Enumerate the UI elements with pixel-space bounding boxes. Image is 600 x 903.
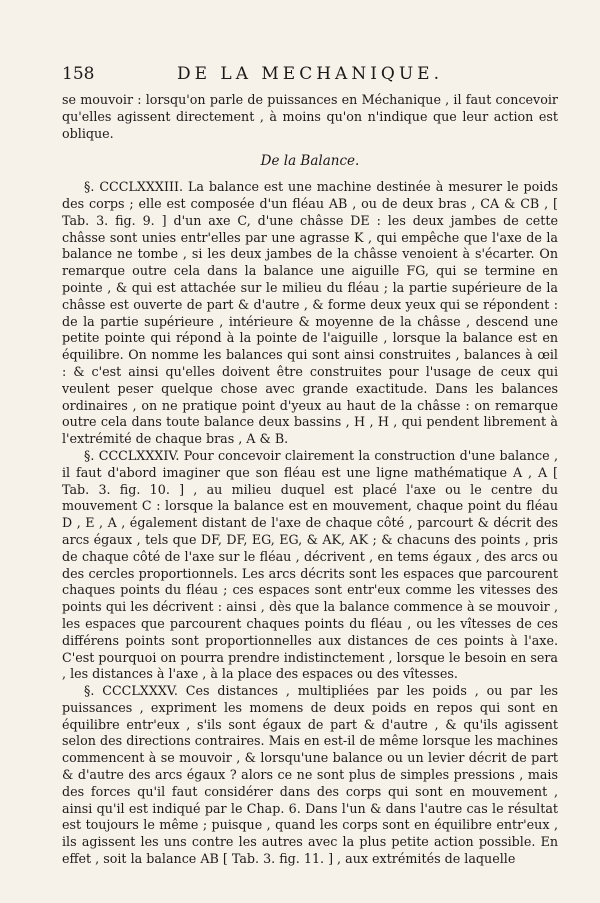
running-header [62, 64, 558, 90]
paragraph-384: §. CCCLXXXIV. Pour concevoir clairement la construction d'une balance , il faut d'abord imaginer que son fléau est une ligne mathématique A , A [ Tab. 3. fig. 10. ] , au milieu duquel est placé l'axe ou le centre du mouvement C : lorsque la balance est en mouvement, chaque point du fléau D , E , A , également distant de l'axe de chaque côté , parcourt & décrit des arcs égaux , tels que DF, DF, EG, EG, & AK, AK ; & chacuns des points , pris de chaque côté de l'axe sur le fléau , décrivent , en tems égaux , des arcs ou des cercles proportionnels. Les arcs décrits sont les espaces que parcourent chaques points du fléau ; ces espaces sont entr'eux comme les vitesses des points qui les décrivent : ainsi , dès que la balance commence à se mouvoir , les espaces que parcourent chaques points du fléau , ou les vîtesses de ces différens points sont proportionnelles aux distances de ces points à l'axe. C'est pourquoi on pourra prendre indistinctement , lorsque le besoin en sera , les distances à l'axe , à la place des espaces ou des vîtesses. [62, 447, 558, 682]
running-title: DE LA MECHANIQUE. [176, 64, 443, 84]
section-heading: De la Balance. [260, 153, 360, 170]
paragraph-385: §. CCCLXXXV. Ces distances , multipliées par les poids , ou par les puissances , expriment les momens de deux poids en repos qui sont en équilibre entr'eux , s'ils sont égaux de part & d'autre , & qu'ils agissent selon des directions contraires. Mais en est-il de même lorsque les machines commencent à se mouvoir , & lorsqu'une balance ou un levier décrit de part & d'autre des arcs égaux ? alors ce ne sont plus de simples pressions , mais des forces qu'il faut considérer dans des corps qui sont en mouvement , ainsi qu'il est indiqué par le Chap. 6. Dans l'un & dans l'autre cas le résultat est toujours le même ; puisque , quand les corps sont en équilibre entr'eux , ils agissent les uns contre les autres avec la plus petite action possible. En effet , soit la balance AB [ Tab. 3. fig. 11. ] , aux extrémités de laquelle [62, 683, 558, 867]
page-number: 158 [62, 64, 95, 84]
paragraph-383: §. CCCLXXXIII. La balance est une machine destinée à mesurer le poids des corps ; elle est composée d'un fléau AB , ou de deux bras , CA & CB , [ Tab. 3. fig. 9. ] d'un axe C, d'une châsse DE : les deux jambes de cette châsse sont unies entr'elles par une agrasse K , qui empêche que l'axe de la balance ne tombe , si les deux jambes de la châsse venoient à s'écarter. On remarque outre cela dans la balance une aiguille FG, qui se termine en pointe , & qui est attachée sur le milieu du fléau ; la partie supérieure de la châsse est ouverte de part & d'autre , & forme deux yeux qui se répondent : de la partie supérieure , intérieure & moyenne de la châsse , descend une petite pointe qui répond à la pointe de l'aiguille , lorsque la balance est en équilibre. On nomme les balances qui sont ainsi construites , balances à œil : & c'est ainsi qu'elles doivent être construites pour l'usage de ceux qui veulent peser quelque chose avec grande exactitude. Dans les balances ordinaires , on ne pratique point d'yeux au haut de la châsse : on remarque outre cela dans toute balance deux bassins , H , H , qui pendent librement à l'extrémité de chaque bras , A & B. [62, 179, 558, 447]
page-body [62, 92, 558, 868]
paragraph-continuation: se mouvoir : lorsqu'on parle de puissances en Méchanique , il faut concevoir qu'elles agissent directement , à moins qu'on n'indique que leur action est oblique. [62, 92, 558, 141]
